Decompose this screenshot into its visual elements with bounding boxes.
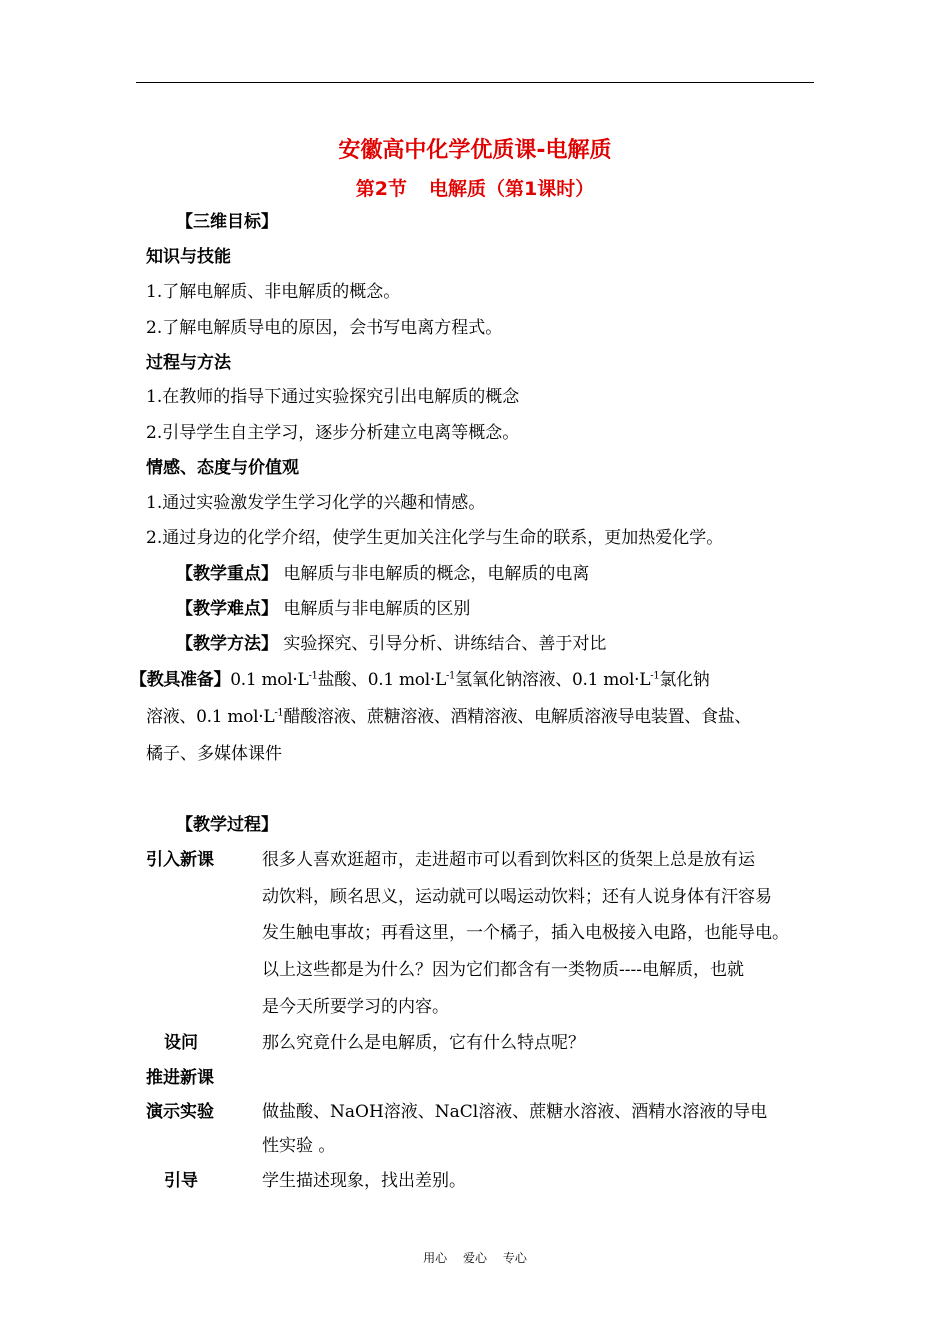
section-title: 电解质（第1课时） [429, 178, 595, 200]
method [176, 633, 606, 655]
process-item-1: 1.在教师的指导下通过实验探究引出电解质的概念 [146, 387, 520, 407]
lesson-subtitle [0, 174, 950, 201]
question-text: 那么究竟什么是电解质，它有什么特点呢？ [262, 1033, 585, 1053]
key-point [176, 563, 589, 585]
intro-line-5: 是今天所要学习的内容。 [262, 997, 449, 1017]
process-title: 过程与方法 [146, 353, 231, 373]
method-label: 【教学方法】 [176, 634, 278, 654]
materials-line-3: 橘子、多媒体课件 [146, 744, 282, 764]
knowledge-title: 知识与技能 [146, 247, 231, 267]
materials-label: 【教具准备】 [130, 670, 231, 690]
intro-line-4: 以上这些都是为什么？因为它们都含有一类物质----电解质，也就 [262, 960, 744, 980]
knowledge-item-2: 2.了解电解质导电的原因，会书写电离方程式。 [146, 318, 503, 338]
intro-label: 引入新课 [146, 850, 214, 870]
advance-label: 推进新课 [146, 1068, 214, 1088]
knowledge-item-1: 1.了解电解质、非电解质的概念。 [146, 282, 401, 302]
emotion-item-2: 2.通过身边的化学介绍，使学生更加关注化学与生命的联系，更加热爱化学。 [146, 528, 724, 548]
guide-label: 引导 [164, 1171, 198, 1191]
footer-item: 爱心 [462, 1251, 487, 1265]
difficulty-label: 【教学难点】 [176, 599, 278, 619]
question-label: 设问 [164, 1033, 198, 1053]
guide-text: 学生描述现象，找出差别。 [262, 1171, 466, 1191]
materials-line-1: 【教具准备】0.1 $mol\cdot L^{-1}$盐酸、0.1 $mol\cdot L^{-1}$氢氧化钠溶液、0.1 $mol\cdot L^{-1}$氯化钠 [130, 670, 710, 690]
key-point-text: 电解质与非电解质的概念，电解质的电离 [283, 564, 590, 584]
difficulty [176, 598, 470, 620]
header-rule [136, 82, 814, 83]
emotion-item-1: 1.通过实验激发学生学习化学的兴趣和情感。 [146, 493, 486, 513]
method-text: 实验探究、引导分析、讲练结合、善于对比 [283, 634, 607, 654]
page-footer [0, 1249, 950, 1266]
footer-item: 专心 [502, 1251, 527, 1265]
demo-line-1: 做盐酸、NaOH溶液、NaCl溶液、蔗糖水溶液、酒精水溶液的导电 [262, 1102, 768, 1122]
demo-line-2: 性实验 。 [262, 1136, 336, 1156]
section-number: 第2节 [355, 178, 407, 200]
intro-line-3: 发生触电事故；再看这里，一个橘子，插入电极接入电路，也能导电。 [262, 923, 789, 943]
intro-line-1: 很多人喜欢逛超市，走进超市可以看到饮料区的货架上总是放有运 [262, 850, 755, 870]
key-point-label: 【教学重点】 [176, 564, 278, 584]
materials-line-2: 溶液、0.1 $mol\cdot L^{-1}$醋酸溶液、蔗糖溶液、酒精溶液、电解质溶液导电装置、食盐、 [146, 707, 752, 727]
emotion-title: 情感、态度与价值观 [146, 458, 299, 478]
intro-line-2: 动饮料，顾名思义，运动就可以喝运动饮料；还有人说身体有汗容易 [262, 887, 772, 907]
footer-item: 用心 [423, 1251, 448, 1265]
document-title: 安徽高中化学优质课-电解质 [338, 138, 612, 163]
difficulty-text: 电解质与非电解质的区别 [283, 599, 471, 619]
process-heading: 【教学过程】 [176, 815, 278, 835]
process-item-2: 2.引导学生自主学习，逐步分析建立电离等概念。 [146, 423, 520, 443]
demo-label: 演示实验 [146, 1102, 214, 1122]
objectives-heading: 【三维目标】 [176, 212, 278, 232]
